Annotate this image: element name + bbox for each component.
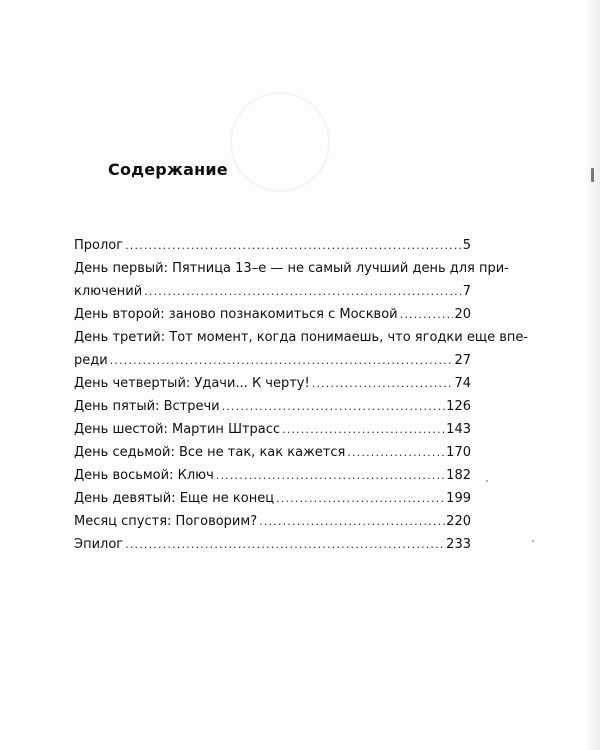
toc-entry-title: Месяц спустя: Поговорим? bbox=[74, 514, 258, 529]
toc-entry bbox=[74, 303, 471, 326]
toc-entry bbox=[74, 234, 471, 257]
toc-entry-title: День шестой: Мартин Штрасс bbox=[74, 422, 281, 437]
toc-leader-dots bbox=[144, 280, 462, 303]
toc-entry-title: День восьмой: Ключ bbox=[74, 468, 214, 483]
toc-entry-title: Пролог bbox=[74, 238, 124, 253]
scan-speck bbox=[486, 480, 488, 482]
toc-entry-title: Эпилог bbox=[74, 537, 124, 552]
toc-leader-dots bbox=[259, 510, 445, 533]
toc-entry-wrapped-line: День первый: Пятница 13–е — не самый лучший день для при- bbox=[74, 261, 509, 276]
toc-entry bbox=[74, 418, 471, 441]
toc-leader-dots bbox=[276, 487, 445, 510]
toc-entry-page: 74 bbox=[454, 376, 471, 391]
table-of-contents bbox=[74, 234, 529, 556]
scan-speck bbox=[532, 540, 534, 542]
toc-entry bbox=[74, 464, 471, 487]
toc-entry-title: ключений bbox=[74, 284, 143, 299]
toc-entry-page: 20 bbox=[454, 307, 471, 322]
toc-entry bbox=[74, 280, 471, 303]
toc-leader-dots bbox=[282, 418, 445, 441]
faint-watermark-circle bbox=[230, 92, 330, 192]
toc-entry-page: 220 bbox=[446, 514, 471, 529]
toc-entry-title: реди bbox=[74, 353, 108, 368]
toc-leader-dots bbox=[400, 303, 454, 326]
toc-entry-page: 126 bbox=[446, 399, 471, 414]
toc-leader-dots bbox=[216, 464, 445, 487]
toc-leader-dots bbox=[222, 395, 446, 418]
toc-entry-page: 27 bbox=[454, 353, 471, 368]
toc-entry-page: 199 bbox=[446, 491, 471, 506]
toc-entry-page: 170 bbox=[446, 445, 471, 460]
toc-leader-dots bbox=[110, 349, 454, 372]
toc-entry-title: День седьмой: Все не так, как кажется bbox=[74, 445, 346, 460]
toc-entry-page: 233 bbox=[446, 537, 471, 552]
toc-entry bbox=[74, 441, 471, 464]
toc-entry-title: День девятый: Еще не конец bbox=[74, 491, 275, 506]
toc-entry-page: 182 bbox=[446, 468, 471, 483]
toc-leader-dots bbox=[125, 533, 445, 556]
toc-entry bbox=[74, 510, 471, 533]
toc-entry-page: 5 bbox=[462, 238, 471, 253]
toc-entry bbox=[74, 372, 471, 395]
toc-entry bbox=[74, 533, 471, 556]
toc-entry-title: День второй: заново познакомиться с Москвой bbox=[74, 307, 398, 322]
toc-entry-page: 143 bbox=[446, 422, 471, 437]
toc-entry bbox=[74, 349, 471, 372]
toc-entry bbox=[74, 395, 471, 418]
toc-entry bbox=[74, 487, 471, 510]
toc-entry-wrapped-line: День третий: Тот момент, когда понимаешь, что ягодки еще впе- bbox=[74, 330, 529, 345]
scan-edge-shadow bbox=[586, 0, 600, 750]
toc-entry-page: 7 bbox=[462, 284, 471, 299]
toc-entry-title: День пятый: Встречи bbox=[74, 399, 220, 414]
toc-leader-dots bbox=[347, 441, 445, 464]
edge-mark bbox=[591, 168, 594, 182]
page-title: Содержание bbox=[108, 160, 228, 179]
toc-leader-dots bbox=[312, 372, 454, 395]
toc-entry-title: День четвертый: Удачи... К черту! bbox=[74, 376, 310, 391]
toc-leader-dots bbox=[125, 234, 462, 257]
